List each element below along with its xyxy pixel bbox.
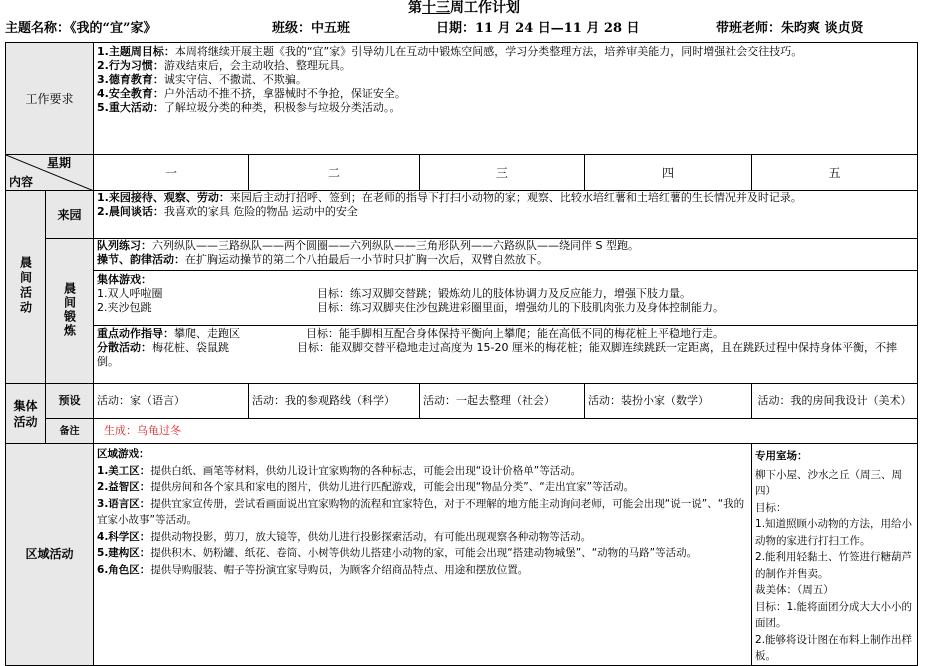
game-goal: 目标：练习双脚夹住沙包跳进彩圈里面，增强幼儿的下肢肌肉张力及身体控制能力。 [317,301,725,314]
guidance-row [6,326,918,384]
title-prefix: 第 [408,0,422,16]
plan-table [5,42,918,666]
area-item [97,479,748,496]
arrival-item [97,205,914,219]
special-line: 2.能利用轻黏土、竹签进行糖葫芦的制作并售卖。 [755,551,913,580]
area-item [97,529,748,546]
area-key: 5.建构区： [97,547,151,559]
special-line: 目标： [755,501,787,514]
morning-exercise-row [6,239,918,271]
arrival-text: 来园后主动打招呼、签到；在老师的指导下打扫小动物的家；观察、比较水培红薯和土培红薯的生长情况并及时记录。 [229,191,802,204]
arrival-item [97,191,914,205]
exercise-label-text: 晨间锻炼 [62,281,77,338]
requirement-text: 诚实守信、不撒谎、不欺骗。 [163,73,307,86]
requirement-item [97,59,914,73]
group-games-row [6,271,918,326]
requirement-key: 5.重大活动： [97,101,164,114]
requirement-item [97,73,914,87]
corner-weekday-label: 星期 [47,156,72,170]
area-text: 提供导购服装、帽子等扮演宜家导购员，为顾客介绍商品特点、用途和摆放位置。 [150,563,529,576]
requirement-text: 游戏结束后，会主动收拾、整理玩具。 [163,59,351,72]
special-line: 1.知道照顾小动物的方法，用给小动物的家进行打扫工作。 [755,518,913,547]
activity-tue: 活动：我的参观路线（科学） [249,384,420,419]
group-games-title: 集体游戏： [97,273,153,286]
arrival-key: 2.晨间谈话： [97,205,164,218]
theme-name: 主题名称：《我的“宜”家》 [5,21,157,36]
area-key: 3.语言区： [97,497,151,510]
activity-thu: 活动：装扮小家（数学） [585,384,752,419]
special-line: 裁美体：（周五） [755,584,834,596]
rhythm-key: 操节、韵律活动： [97,253,186,266]
morning-label-text: 晨间活动 [18,255,33,316]
morning-activities-label [6,191,46,384]
arrival-text: 我喜欢的家具 危险的物品 运动中的安全 [163,205,358,218]
title-suffix: 周工作计划 [450,0,520,16]
requirement-text: 户外活动不推不挤，拿器械时不争抢，保证安全。 [163,87,406,100]
rhythm-activity [97,253,914,267]
area-key: 6.角色区： [97,563,151,576]
area-activity-row [6,444,918,666]
work-requirements-row [6,43,918,155]
group-game-item [97,287,914,301]
area-text: 提供宜家宣传册，尝试看画面说出宜家购物的流程和宜家特色，对于不理解的地方能主动询问老师，可能会出现“说一说”、“我的宜家小故事”等活动。 [97,497,745,526]
queue-text: 六列纵队——三路纵队——两个圆圈——六列纵队——三角形队列——六路纵队——绕同伴 S 型跑。 [152,239,639,252]
queue-practice [97,239,914,253]
area-item [97,463,748,480]
special-line: 目标：1.能将面团分成大大小小的面团。 [755,600,913,629]
days-header-row [6,155,918,191]
exercise-label [46,239,94,384]
split-key: 分散活动： [97,341,153,354]
area-games-title: 区域游戏： [97,448,150,460]
game-name: 2.夹沙包跳 [97,301,152,314]
requirement-key: 1.主题周目标： [97,45,175,58]
remark-label: 备注 [46,419,94,444]
requirement-key: 2.行为习惯： [97,59,164,72]
area-key: 1.美工区： [97,464,151,477]
activity-wed: 活动：一起去整理（社会） [420,384,585,419]
split-goal: 目标：能双脚交替平稳地走过高度为 15-20 厘米的梅花桩；能双脚连续跳跃一定距离，且在跳跃过程中保持身体平衡，不摔倒。 [97,341,897,368]
group-activity-label: 集体活动 [6,384,46,444]
area-key: 4.科学区： [97,530,151,543]
day-header-tue: 二 [249,155,420,191]
key-guidance [97,327,914,341]
requirement-key: 4.安全教育： [97,87,164,100]
special-rooms-title: 专用室场： [755,450,808,462]
preset-label: 预设 [46,384,94,419]
area-key: 2.益智区： [97,481,151,493]
split-activity [97,341,914,369]
special-line: 柳下小屋、沙水之丘（周三、周四） [755,468,903,497]
group-games-content [94,271,918,326]
guidance-text: 攀爬、走跑区 [174,327,241,340]
area-text: 提供房间和各个家具和家电的图片，供幼儿进行匹配游戏，可能会出现“物品分类”、“走出宜家”等活动。 [150,481,635,493]
area-text: 提供积木、奶粉罐、纸花、卷筒、小树等供幼儿搭建小动物的家，可能会出现“搭建动物城堡”、“动物的马路”等活动。 [150,547,698,559]
weekday-content-corner [6,155,94,191]
game-name: 1.双人呼啦圈 [97,287,163,300]
exercise-content [94,239,918,271]
group-activity-remark-row [6,419,918,444]
queue-key: 队列练习： [97,239,153,252]
split-text: 梅花桩、袋鼠跳 [152,341,230,354]
morning-arrival-row [6,191,918,239]
requirement-key: 3.德育教育： [97,73,164,86]
requirement-item [97,101,914,115]
guidance-content [94,326,918,384]
area-text: 提供动物投影，剪刀，放大镜等，供幼儿进行投影探索活动，有可能出现观察各种动物等活动。 [150,530,592,543]
rhythm-text: 在扩胸运动操节的第二个八拍最后一小节时只扩胸一次后，双臂自然放下。 [185,253,549,266]
area-text: 提供白纸、画笔等材料，供幼儿设计宜家购物的各种标志，可能会出现“设计价格单”等活动。 [150,464,582,477]
title-week-number: 十三 [422,0,450,16]
date-range: 日期：11 月 24 日—11 月 28 日 [436,21,640,36]
requirement-item [97,87,914,101]
requirement-text: 了解垃圾分类的种类，积极参与垃圾分类活动。。 [163,101,401,114]
arrival-label: 来园 [46,191,94,239]
special-rooms-content [752,444,918,666]
day-header-wed: 三 [420,155,585,191]
special-line: 2.能够将设计图在布料上制作出样板。 [755,633,913,662]
area-games-content [94,444,752,666]
teachers: 带班老师：朱昀爽 谈贞贤 [716,21,864,36]
group-activity-preset-row [6,384,918,419]
requirement-text: 本周将继续开展主题《我的“宜”家》引导幼儿在互动中锻炼空间感，学习分类整理方法，培养审美能力，同时增强社会交往技巧。 [174,45,803,58]
arrival-content [94,191,918,239]
day-header-mon: 一 [94,155,249,191]
guidance-key: 重点动作指导： [97,327,175,340]
area-item [97,496,748,529]
work-requirements-label: 工作要求 [6,43,94,155]
plan-meta-row [0,19,928,39]
requirement-item [97,45,914,59]
day-header-fri: 五 [752,155,918,191]
group-game-item [97,301,914,315]
arrival-key: 1.来园接待、观察、劳动： [97,191,230,204]
area-item [97,545,748,562]
generated-activity: 生成：乌龟过冬 [94,419,918,444]
game-goal: 目标：练习双脚交替跳；锻炼幼儿的肢体协调力及反应能力，增强下肢力量。 [317,287,692,300]
guidance-goal: 目标：能手脚相互配合身体保持平衡向上攀爬；能在高低不同的梅花桩上平稳地行走。 [306,327,725,340]
activity-mon: 活动：家（语言） [94,384,249,419]
corner-content-label: 内容 [9,175,34,189]
activity-fri: 活动：我的房间我设计（美术） [752,384,918,419]
area-item [97,562,748,579]
work-requirements-content [94,43,918,155]
area-activity-label: 区域活动 [6,444,94,666]
day-header-thu: 四 [585,155,752,191]
page-title [0,0,928,17]
class-name: 班级：中五班 [272,21,351,36]
